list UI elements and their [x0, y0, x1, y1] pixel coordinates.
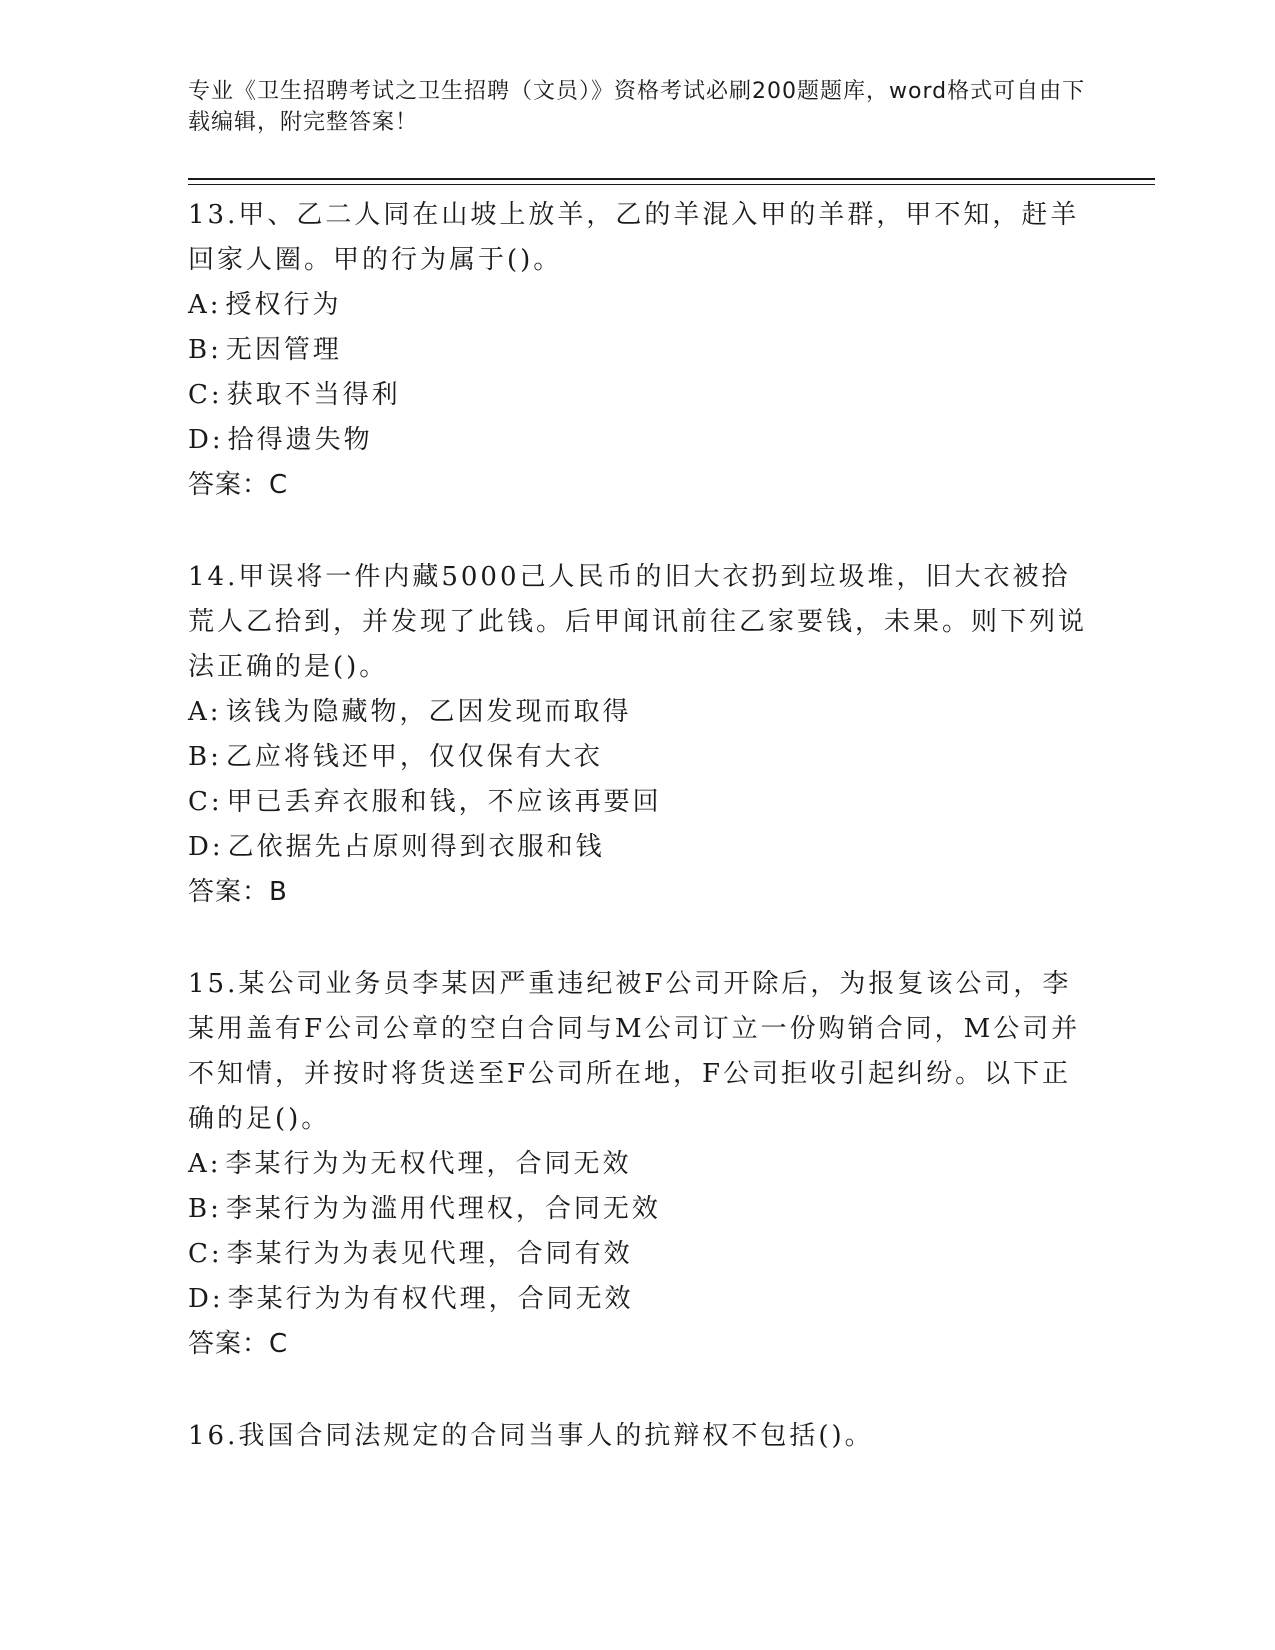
option-text: 乙依据先占原则得到衣服和钱: [227, 832, 605, 862]
option-letter: C: [188, 787, 211, 817]
answer-line: 答案：B: [188, 877, 288, 907]
option-letter: D: [188, 832, 212, 862]
header-divider-thick: [188, 178, 1155, 180]
question-stem: 16.我国合同法规定的合同当事人的抗辩权不包括()。: [188, 1421, 874, 1451]
option-letter: B: [188, 742, 211, 772]
option-a: [188, 283, 1088, 328]
option-text: 获取不当得利: [226, 380, 401, 410]
option-letter: D: [188, 425, 212, 455]
option-separator: :: [210, 1194, 222, 1224]
option-text: 李某行为为有权代理，合同无效: [227, 1284, 634, 1314]
option-letter: A: [188, 1149, 210, 1179]
option-separator: :: [211, 425, 224, 455]
question-stem: 15.某公司业务员李某因严重违纪被F公司开除后，为报复该公司，李某用盖有F公司公章的空白合同与M公司订立一份购销合同，M公司并不知情，并按时将货送至F公司所在地，F公司拒收引起纠纷。以下正确的足()。: [188, 969, 1081, 1134]
option-separator: :: [211, 832, 224, 862]
option-letter: D: [188, 1284, 212, 1314]
document-header: [188, 76, 1088, 138]
option-text: 李某行为为无权代理，合同无效: [225, 1149, 632, 1179]
option-letter: B: [188, 335, 211, 365]
option-letter: C: [188, 1239, 211, 1269]
option-text: 李某行为为滥用代理权，合同无效: [225, 1194, 661, 1224]
option-separator: :: [209, 1149, 222, 1179]
option-separator: :: [211, 1284, 224, 1314]
option-d: [188, 418, 1088, 463]
question-item: [188, 962, 1088, 1367]
option-separator: :: [210, 1239, 223, 1269]
option-separator: :: [210, 787, 223, 817]
option-text: 拾得遗失物: [227, 425, 373, 455]
option-letter: B: [188, 1194, 211, 1224]
option-a: [188, 1142, 1088, 1187]
question-stem: 13.甲、乙二人同在山坡上放羊，乙的羊混入甲的羊群，甲不知，赶羊回家人圈。甲的行为属于()。: [188, 200, 1080, 275]
option-b: [188, 735, 1088, 780]
option-c: [188, 1232, 1088, 1277]
option-letter: A: [188, 697, 210, 727]
question-list: [188, 193, 1088, 1506]
option-separator: :: [209, 697, 222, 727]
option-separator: :: [210, 742, 222, 772]
option-text: 李某行为为表见代理，合同有效: [226, 1239, 633, 1269]
answer-line: 答案：C: [188, 470, 289, 500]
option-d: [188, 825, 1088, 870]
option-b: [188, 328, 1088, 373]
option-separator: :: [210, 335, 222, 365]
option-c: [188, 373, 1088, 418]
option-c: [188, 780, 1088, 825]
option-text: 该钱为隐藏物，乙因发现而取得: [225, 697, 632, 727]
option-letter: A: [188, 290, 210, 320]
option-text: 乙应将钱还甲，仅仅保有大衣: [225, 742, 603, 772]
option-b: [188, 1187, 1088, 1232]
answer-line: 答案：C: [188, 1329, 289, 1359]
question-item: [188, 555, 1088, 915]
header-title: 专业《卫生招聘考试之卫生招聘（文员）》资格考试必刷200题题库，word格式可自由下载编辑，附完整答案！: [188, 79, 1086, 135]
option-text: 甲已丢弃衣服和钱，不应该再要回: [226, 787, 662, 817]
option-text: 无因管理: [225, 335, 342, 365]
option-separator: :: [209, 290, 222, 320]
option-a: [188, 690, 1088, 735]
question-item: [188, 1414, 1088, 1459]
option-separator: :: [210, 380, 223, 410]
header-divider-thin: [188, 184, 1155, 185]
question-stem: 14.甲误将一件内藏5000己人民币的旧大衣扔到垃圾堆，旧大衣被拾荒人乙拾到，并发现了此钱。后甲闻讯前往乙家要钱，未果。则下列说法正确的是()。: [188, 562, 1088, 682]
question-item: [188, 193, 1088, 508]
option-d: [188, 1277, 1088, 1322]
option-text: 授权行为: [225, 290, 342, 320]
option-letter: C: [188, 380, 211, 410]
